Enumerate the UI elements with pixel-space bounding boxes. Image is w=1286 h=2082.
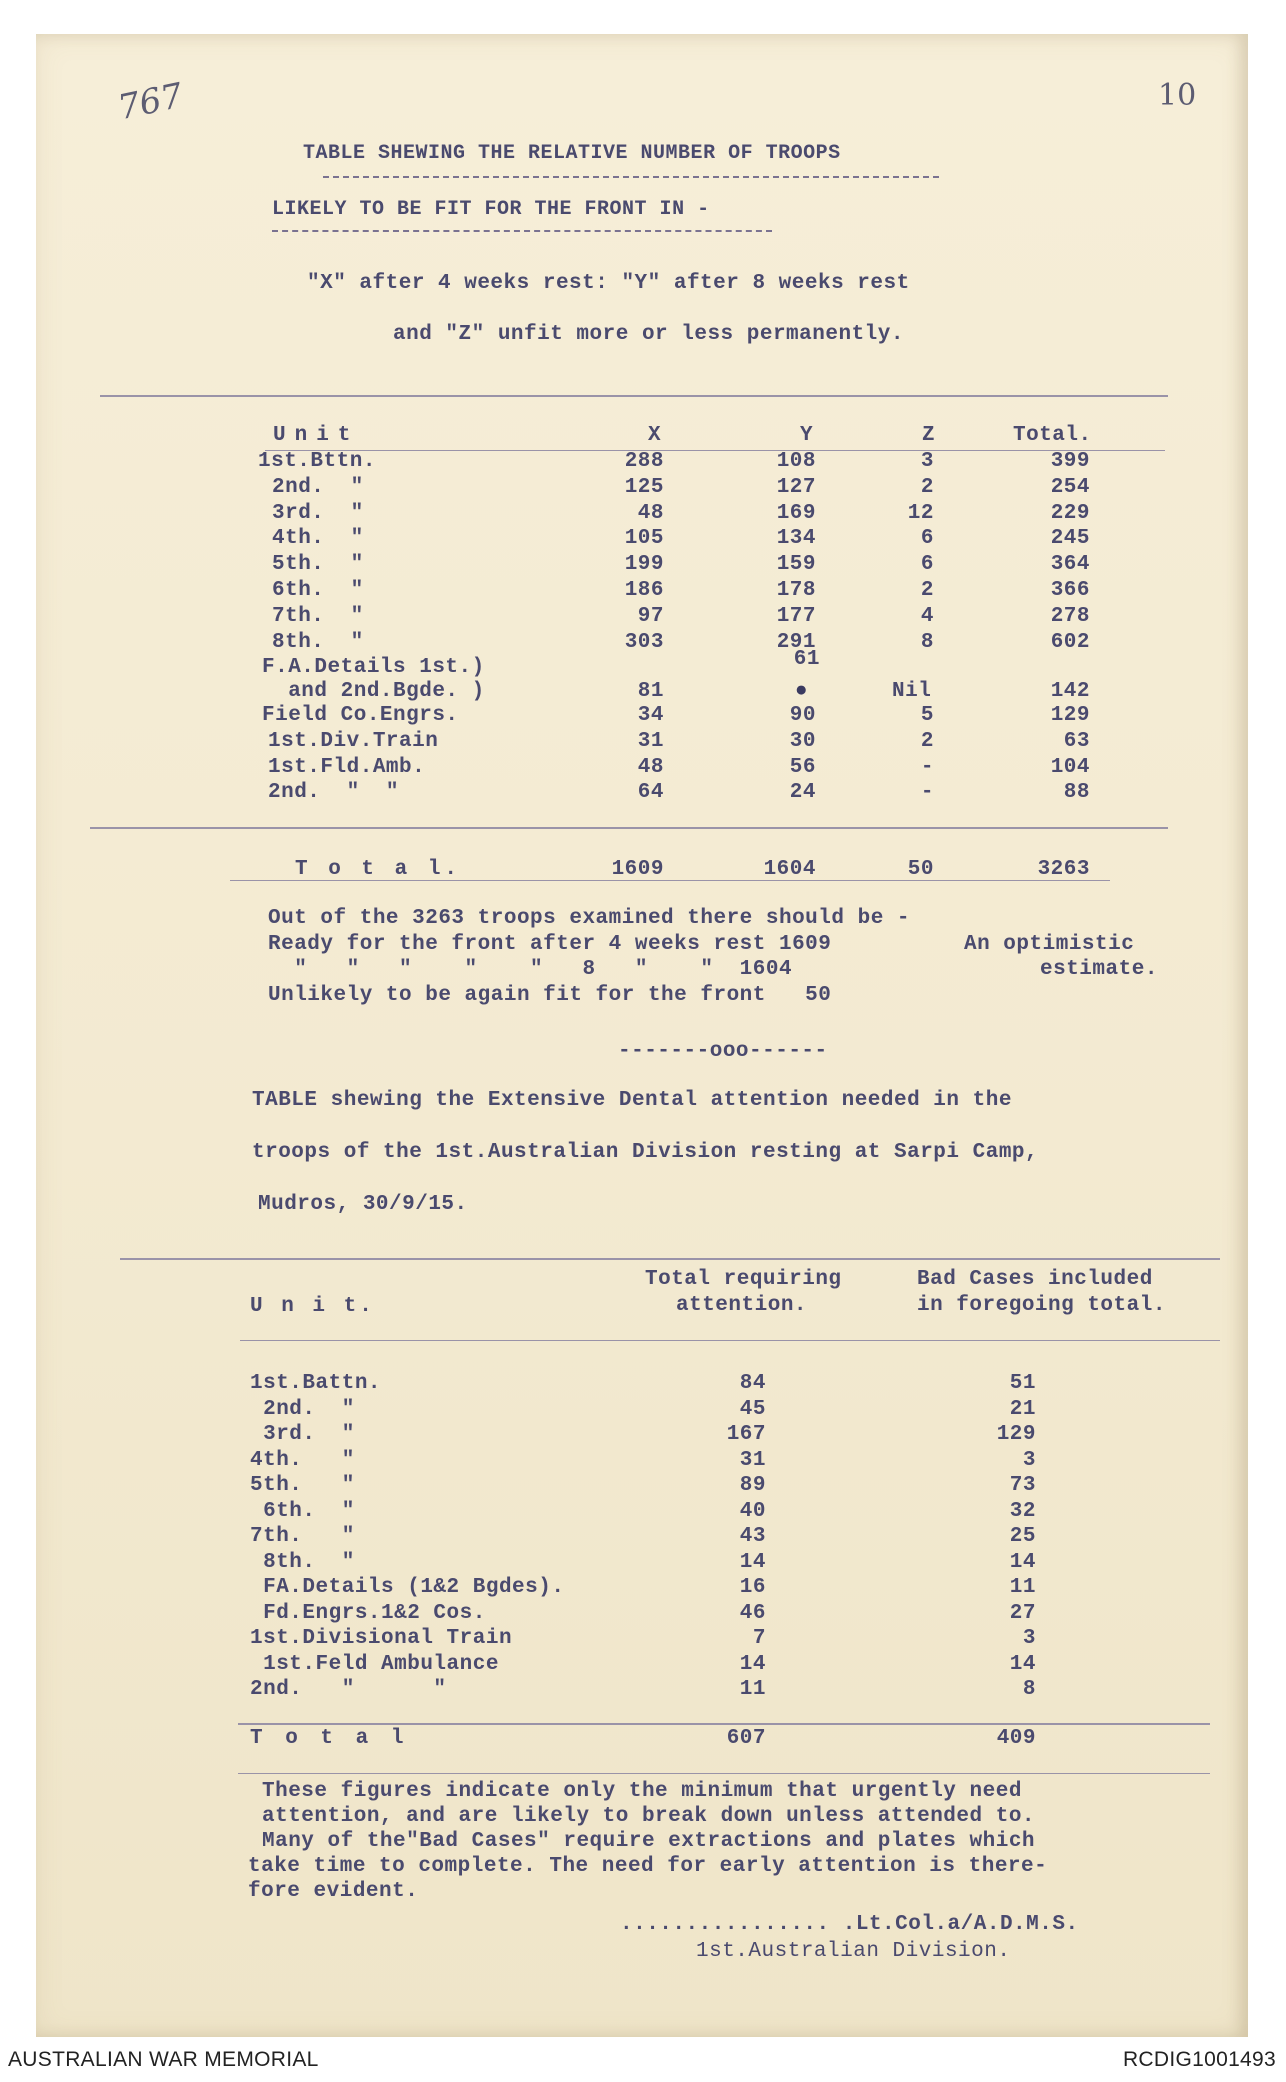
table1-row-y: 56 — [789, 756, 816, 779]
dental-total-bad: 409 — [996, 1727, 1036, 1750]
table1-row-x: 288 — [624, 450, 664, 473]
table1-fa-y: ● — [794, 680, 808, 703]
subtitle-line-1: "X" after 4 weeks rest: "Y" after 8 weeks rest — [307, 272, 910, 295]
handwritten-reference: 767 — [114, 75, 187, 129]
dental-row-total: 89 — [739, 1474, 766, 1497]
table1-row-total: 602 — [1050, 631, 1090, 654]
dental-row-bad: 32 — [1009, 1499, 1036, 1523]
footer-right: RCDIG1001493 — [1122, 2048, 1276, 2071]
table1-row-x: 105 — [624, 527, 664, 550]
dental-row-bad: 51 — [1009, 1372, 1036, 1395]
notes-line-5: fore evident. — [248, 1880, 419, 1903]
title-underline-1 — [323, 176, 939, 178]
table1-row-y: 291 — [776, 631, 816, 654]
table1-fa-y-above: 61 — [793, 648, 820, 671]
dental-row-unit: 1st.Divisional Train — [250, 1627, 513, 1650]
dental-row-bad: 14 — [1009, 1550, 1036, 1574]
table1-row-total: 399 — [1050, 450, 1090, 473]
table1-row-unit: 1st.Bttn. — [258, 450, 376, 473]
title-line-1: TABLE SHEWING THE RELATIVE NUMBER OF TROOPS — [303, 142, 841, 165]
table1-row-total: 104 — [1050, 756, 1090, 779]
table1-total-z: 50 — [907, 858, 934, 881]
table1-fa-total: 142 — [1050, 680, 1090, 703]
dental-intro-line-2: troops of the 1st.Australian Division resting at Sarpi Camp, — [252, 1141, 1039, 1164]
dental-row-unit: 1st.Battn. — [250, 1372, 382, 1395]
table1-row-unit: 1st.Div.Train — [268, 730, 439, 753]
table1-row-unit: 5th. " — [272, 553, 364, 576]
summary-line-4: Unlikely to be again fit for the front 50 — [268, 984, 832, 1007]
dental-row-bad: 11 — [1009, 1576, 1036, 1599]
table1-row-x: 48 — [637, 756, 664, 779]
table1-row-unit: 2nd. " " — [268, 781, 400, 804]
table1-col-unit: Unit — [273, 424, 360, 447]
dental-row-total: 40 — [739, 1499, 766, 1523]
table1-bottom-rule — [90, 827, 1168, 829]
table1-row-unit: 2nd. " — [272, 476, 364, 499]
table1-row-y: 127 — [776, 476, 816, 499]
table1-row-y: 159 — [776, 553, 816, 576]
dental-row-bad: 21 — [1009, 1397, 1036, 1421]
dental-intro-line-3: Mudros, 30/9/15. — [258, 1193, 468, 1216]
dental-row-bad: 25 — [1009, 1525, 1036, 1548]
dental-row-unit: 1st.Feld Ambulance — [250, 1652, 499, 1676]
table1-row-z: 6 — [920, 527, 934, 550]
dental-row-bad: 8 — [1022, 1678, 1036, 1701]
title-line-2: LIKELY TO BE FIT FOR THE FRONT IN - — [272, 198, 710, 221]
signature-line-1: ................ .Lt.Col.a/A.D.M.S. — [620, 1913, 1079, 1936]
table1-row-z: 12 — [907, 502, 934, 525]
dental-row-unit: 6th. " — [250, 1499, 355, 1523]
table1-row-x: 31 — [637, 730, 664, 753]
table1-row-unit: 4th. " — [272, 527, 364, 550]
dental-row-bad: 73 — [1009, 1474, 1036, 1497]
table1-row-z: 3 — [920, 450, 934, 473]
table1-fa-z: Nil — [892, 680, 932, 703]
table1-total-total: 3263 — [1037, 858, 1090, 881]
signature-line-2: 1st.Australian Division. — [696, 1940, 1011, 1963]
dental-row-total: 46 — [739, 1601, 766, 1625]
table1-row-total: 129 — [1050, 704, 1090, 727]
table1-row-y: 134 — [776, 527, 816, 550]
table1-top-rule — [100, 395, 1168, 397]
table1-row-unit: Field Co.Engrs. — [262, 704, 459, 727]
dental-row-total: 14 — [739, 1550, 766, 1574]
table1-row-x: 199 — [624, 553, 664, 576]
table1-row-total: 88 — [1063, 781, 1090, 804]
summary-line-2: Ready for the front after 4 weeks rest 1609 — [268, 933, 832, 956]
dental-col-bad-line1: Bad Cases included — [917, 1268, 1153, 1291]
table1-fa-unit-line1: F.A.Details 1st.) — [262, 656, 485, 679]
table1-row-unit: 7th. " — [272, 605, 364, 628]
page-number: 10 — [1158, 78, 1197, 113]
table1-col-z: Z — [922, 424, 936, 447]
dental-row-total: 11 — [739, 1678, 766, 1701]
summary-line-1: Out of the 3263 troops examined there should be - — [268, 907, 911, 930]
table1-row-unit: 8th. " — [272, 631, 364, 654]
summary-line-2-note: An optimistic — [964, 933, 1135, 956]
dental-row-total: 45 — [739, 1397, 766, 1421]
notes-line-3: Many of the"Bad Cases" require extractions and plates which — [262, 1830, 1036, 1853]
dental-row-unit: 2nd. " " — [250, 1678, 447, 1701]
separator: -------ooo------ — [618, 1040, 828, 1063]
dental-col-unit: U n i t. — [250, 1295, 375, 1318]
footer-left: AUSTRALIAN WAR MEMORIAL — [8, 2048, 319, 2071]
dental-row-unit: 3rd. " — [250, 1423, 355, 1446]
table1-row-y: 90 — [789, 704, 816, 727]
table1-row-x: 303 — [624, 631, 664, 654]
table1-total-label: T o t a l. — [295, 858, 462, 881]
title-underline-2 — [272, 230, 772, 232]
table1-row-x: 48 — [637, 502, 664, 525]
dental-col-total-line1: Total requiring — [645, 1268, 842, 1291]
dental-total-label: T o t a l — [250, 1727, 409, 1750]
table1-row-x: 125 — [624, 476, 664, 499]
dental-row-total: 14 — [739, 1652, 766, 1676]
dental-row-bad: 129 — [996, 1423, 1036, 1446]
dental-row-bad: 14 — [1009, 1652, 1036, 1676]
dental-row-total: 84 — [739, 1372, 766, 1395]
notes-line-2: attention, and are likely to break down unless attended to. — [262, 1805, 1036, 1828]
table1-row-total: 366 — [1050, 579, 1090, 602]
table1-row-z: 2 — [920, 579, 934, 602]
table1-row-x: 34 — [637, 704, 664, 727]
dental-row-total: 31 — [739, 1448, 766, 1472]
table1-row-z: 2 — [920, 476, 934, 499]
subtitle-line-2: and "Z" unfit more or less permanently. — [393, 323, 904, 346]
summary-line-3: " " " " " 8 " " 1604 — [268, 958, 793, 981]
table1-row-y: 30 — [789, 730, 816, 753]
dental-row-total: 167 — [726, 1423, 766, 1446]
table1-row-total: 229 — [1050, 502, 1090, 525]
dental-col-total-line2: attention. — [676, 1294, 808, 1317]
dental-row-unit: 7th. " — [250, 1525, 355, 1548]
dental-row-bad: 27 — [1009, 1601, 1036, 1625]
table1-row-x: 64 — [637, 781, 664, 804]
table1-row-z: 4 — [920, 605, 934, 628]
table1-row-z: - — [920, 781, 934, 804]
table1-total-rule — [230, 880, 1110, 881]
dental-row-unit: Fd.Engrs.1&2 Cos. — [250, 1601, 486, 1625]
table1-row-total: 245 — [1050, 527, 1090, 550]
table1-row-z: 2 — [920, 730, 934, 753]
dental-col-bad-line2: in foregoing total. — [917, 1294, 1166, 1317]
table1-fa-x: 81 — [637, 680, 664, 703]
dental-intro-line-1: TABLE shewing the Extensive Dental attention needed in the — [252, 1089, 1012, 1112]
table1-row-total: 364 — [1050, 553, 1090, 576]
table1-row-total: 278 — [1050, 605, 1090, 628]
table1-row-x: 186 — [624, 579, 664, 602]
dental-row-total: 7 — [752, 1627, 766, 1650]
dental-row-bad: 3 — [1022, 1448, 1036, 1472]
table1-total-y: 1604 — [763, 858, 816, 881]
dental-total-rule — [238, 1773, 1210, 1774]
dental-row-unit: FA.Details (1&2 Bgdes). — [250, 1576, 565, 1599]
table1-row-y: 177 — [776, 605, 816, 628]
dental-row-unit: 2nd. " — [250, 1397, 355, 1421]
table1-col-y: Y — [800, 424, 814, 447]
dental-bottom-rule — [238, 1723, 1210, 1725]
notes-line-4: take time to complete. The need for early attention is there- — [248, 1855, 1048, 1878]
dental-row-total: 43 — [739, 1525, 766, 1548]
table1-row-y: 24 — [789, 781, 816, 804]
dental-header-rule — [240, 1340, 1220, 1341]
table1-total-x: 1609 — [611, 858, 664, 881]
table1-fa-unit-line2: and 2nd.Bgde. ) — [262, 680, 485, 703]
dental-row-unit: 8th. " — [250, 1550, 355, 1574]
table1-row-total: 254 — [1050, 476, 1090, 499]
table1-row-unit: 3rd. " — [272, 502, 364, 525]
table1-row-z: 5 — [920, 704, 934, 727]
dental-row-bad: 3 — [1022, 1627, 1036, 1650]
table1-row-unit: 1st.Fld.Amb. — [268, 756, 426, 779]
dental-row-unit: 4th. " — [250, 1448, 355, 1472]
table1-row-total: 63 — [1063, 730, 1090, 753]
summary-line-3-note: estimate. — [1040, 958, 1158, 981]
table1-row-unit: 6th. " — [272, 579, 364, 602]
table1-row-z: 8 — [920, 631, 934, 654]
table1-row-y: 108 — [776, 450, 816, 473]
table1-row-z: - — [920, 756, 934, 779]
table1-row-y: 178 — [776, 579, 816, 602]
table1-row-x: 97 — [637, 605, 664, 628]
notes-line-1: These figures indicate only the minimum that urgently need — [262, 1780, 1022, 1803]
dental-top-rule — [120, 1258, 1220, 1260]
table1-col-total: Total. — [1013, 424, 1092, 447]
dental-total-total: 607 — [726, 1727, 766, 1750]
table1-col-x: X — [648, 424, 662, 447]
dental-row-total: 16 — [739, 1576, 766, 1599]
table1-row-y: 169 — [776, 502, 816, 525]
table1-row-z: 6 — [920, 553, 934, 576]
dental-row-unit: 5th. " — [250, 1474, 355, 1497]
